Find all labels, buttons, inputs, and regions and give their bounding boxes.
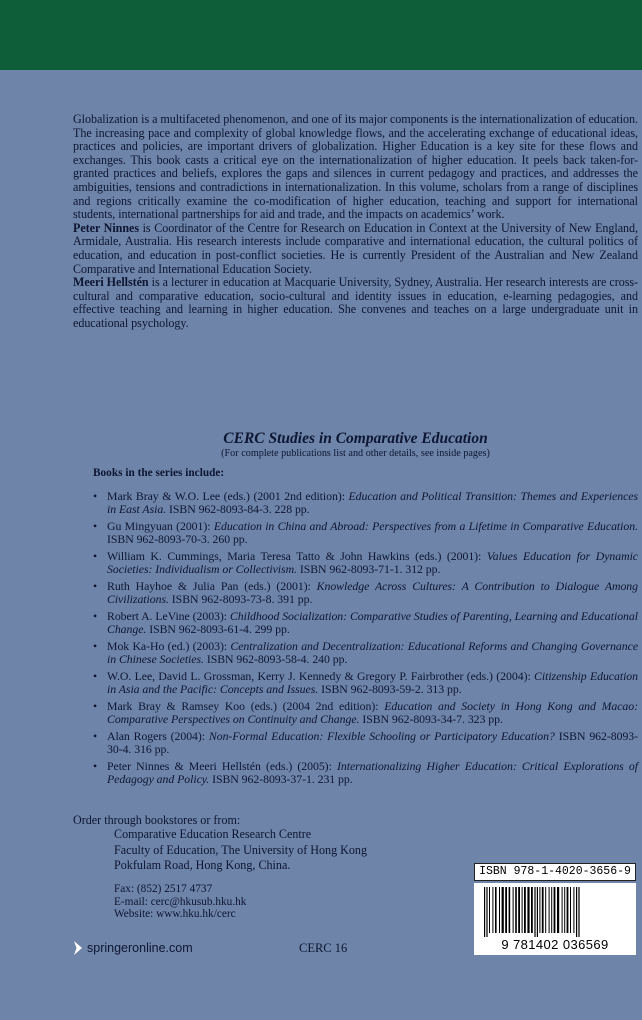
barcode-bar (524, 887, 526, 933)
author-bio-hellsten (73, 276, 638, 330)
book-details: ISBN 962-8093-84-3. 228 pp. (166, 502, 310, 516)
barcode-bar (505, 887, 507, 933)
author-bio-ninnes (73, 222, 638, 276)
barcode-bar (515, 887, 517, 933)
barcode-bar (495, 887, 497, 933)
email-address[interactable]: E-mail: cerc@hkusub.hku.hk (114, 895, 247, 908)
book-title: Non-Formal Education: Flexible Schooling or Participatory Education? (208, 729, 555, 743)
book-details: ISBN 962-8093-61-4. 299 pp. (146, 622, 290, 636)
barcode-bar (513, 887, 514, 933)
series-number: CERC 16 (299, 941, 348, 955)
author-name: Peter Ninnes (73, 220, 139, 235)
book-title: Values Education for Dynamic Societies: Individualism or Collectivism. (107, 549, 638, 576)
barcode-bar (564, 887, 565, 933)
book-title: Internationalizing Higher Education: Critical Explorations of Pedagogy and Policy. (107, 759, 638, 786)
book-details: ISBN 962-8093-37-1. 231 pp. (209, 772, 353, 786)
author-bio-text: is a lecturer in education at Macquarie University, Sydney, Australia. Her research interests are cross-cultural and comparative education, socio-cultural and identity issues in education, e-learning pedagogies, and effective teaching and learning in higher education. She convenes and teaches on a large undergraduate unit in educational psychology. (73, 275, 638, 330)
series-title: CERC Studies in Comparative Education (223, 430, 488, 447)
book-list-item (93, 490, 638, 516)
text-body (73, 113, 638, 331)
book-list-item (93, 730, 638, 756)
barcode-bar (486, 887, 487, 937)
series-note: (For complete publications list and other details, see inside pages) (221, 448, 490, 459)
barcode-bar (522, 887, 523, 933)
barcode-bar (518, 887, 520, 933)
barcode-bar (557, 887, 559, 933)
barcode-bar (545, 887, 546, 933)
book-details: ISBN 962-8093-70-3. 260 pp. (107, 532, 248, 546)
barcode-bar (554, 887, 556, 933)
barcode-bar (539, 887, 540, 933)
barcode (474, 883, 636, 955)
barcode-bar (562, 887, 563, 933)
book-blurb: Globalization is a multifaceted phenomenon, and one of its major components is the internationalization of education. The increasing pace and complexity of global knowledge flows, and the accelerating exchange of educational ideas, practices and policies, are important drivers of globalization. Higher Education is a key site for these flows and exchanges. This book casts a critical eye on the internationalization of higher education. It peels back taken-for-granted practices and beliefs, explores the gaps and silences in current pedagogy and practices, and addresses the ambiguities, tensions and contradictions in internationalization. In this volume, scholars from a range of disciplines and regions critically examine the co-modification of higher education, teaching and support for international students, international partnerships for aid and trade, and the impacts on academics’ work. (73, 112, 638, 222)
book-title: Knowledge Across Cultures: A Contribution to Dialogue Among Civilizations. (107, 579, 638, 606)
book-title: Education and Society in Hong Kong and Macao: Comparative Perspectives on Continuity and Change. (107, 699, 638, 726)
fax-number: Fax: (852) 2517 4737 (114, 883, 213, 895)
book-list-item (93, 760, 638, 786)
order-label: Order through bookstores or from: (73, 813, 241, 827)
book-authors: William K. Cummings, Maria Teresa Tatto & John Hawkins (eds.) (2001): (107, 549, 487, 563)
barcode-bar (534, 887, 535, 937)
book-list-item (93, 580, 638, 606)
contact-info (114, 883, 246, 921)
chevron-right-icon (73, 941, 83, 955)
book-list-item (93, 670, 638, 696)
book-title: Citizenship Education in Asia and the Pacific: Concepts and Issues. (107, 669, 638, 696)
book-list-item (93, 550, 638, 576)
book-authors: Robert A. LeVine (2003): (107, 609, 230, 623)
barcode-bar (502, 887, 504, 933)
barcode-bar (531, 887, 533, 933)
website-link[interactable]: Website: www.hku.hk/cerc (114, 908, 236, 921)
barcode-bar (499, 887, 500, 933)
barcode-bar (570, 887, 571, 933)
barcode-bar (509, 887, 511, 933)
series-intro: Books in the series include: (93, 467, 225, 479)
publisher-address (114, 827, 367, 874)
book-details: ISBN 962-8093-59-2. 313 pp. (318, 682, 462, 696)
book-authors: Ruth Hayhoe & Julia Pan (eds.) (2001): (107, 579, 317, 593)
barcode-bar (542, 887, 544, 933)
book-details: ISBN 962-8093-71-1. 312 pp. (296, 562, 441, 576)
barcode-bar (578, 887, 579, 937)
book-title: Education in China and Abroad: Perspectives from a Lifetime in Comparative Education. (213, 519, 638, 533)
barcode-bar (484, 887, 485, 937)
book-authors: W.O. Lee, David L. Grossman, Kerry J. Kennedy & Gregory P. Fairbrother (eds.) (2004): (107, 669, 535, 683)
book-list-item (93, 700, 638, 726)
address-line: Pokfulam Road, Hong Kong, China. (114, 858, 291, 872)
author-name: Meeri Hellstén (73, 275, 149, 290)
barcode-bar (573, 887, 574, 933)
barcode-bar (489, 887, 490, 933)
springer-link[interactable] (73, 941, 193, 955)
author-bio-text: is Coordinator of the Centre for Research on Education in Context at the University of New England, Armidale, Australia. His research interests include comparative and international education, the cultural politics of education, and education in post-conflict societies. He is currently President of the Australian and New Zealand Comparative and International Education Society. (73, 220, 638, 276)
book-authors: Mark Bray & W.O. Lee (eds.) (2001 2nd edition): (107, 489, 349, 503)
address-line: Faculty of Education, The University of Hong Kong (114, 842, 368, 857)
barcode-bar (549, 887, 550, 933)
book-title: Childhood Socialization: Comparative Studies of Parenting, Learning and Educational Change. (107, 609, 638, 636)
book-title: Education and Political Transition: Themes and Experiences in East Asia. (107, 489, 638, 516)
book-list (93, 490, 638, 790)
book-authors: Alan Rogers (2004): (107, 729, 209, 743)
barcode-digits: 9 781402 036569 (501, 937, 609, 952)
book-details: ISBN 962-8093-34-7. 323 pp. (359, 712, 503, 726)
book-title: Centralization and Decentralization: Educational Reforms and Changing Governance in Chinese Societies. (107, 639, 639, 666)
book-authors: Mok Ka-Ho (ed.) (2003): (107, 639, 231, 653)
springer-link-text: springeronline.com (87, 941, 193, 955)
barcode-bars (474, 883, 636, 939)
top-color-band (0, 0, 642, 70)
book-list-item (93, 640, 638, 666)
barcode-bar (551, 887, 552, 933)
book-details: ISBN 962-8093-58-4. 240 pp. (203, 652, 348, 666)
book-authors: Gu Mingyuan (2001): (107, 519, 214, 533)
book-details: ISBN 962-8093-73-8. 391 pp. (168, 592, 313, 606)
barcode-bar (527, 887, 529, 933)
book-details: ISBN 962-8093-30-4. 316 pp. (107, 729, 639, 756)
barcode-bar (576, 887, 577, 937)
book-list-item (93, 520, 638, 546)
barcode-bar (537, 887, 538, 937)
address-line: Comparative Education Research Centre (114, 827, 312, 841)
barcode-bar (567, 887, 569, 933)
book-authors: Mark Bray & Ramsey Koo (eds.) (2004 2nd edition): (107, 699, 385, 713)
book-authors: Peter Ninnes & Meeri Hellstén (eds.) (2005): (107, 759, 337, 773)
book-list-item (93, 610, 638, 636)
barcode-bar (492, 887, 493, 933)
isbn-label: ISBN 978-1-4020-3656-9 (474, 863, 636, 881)
